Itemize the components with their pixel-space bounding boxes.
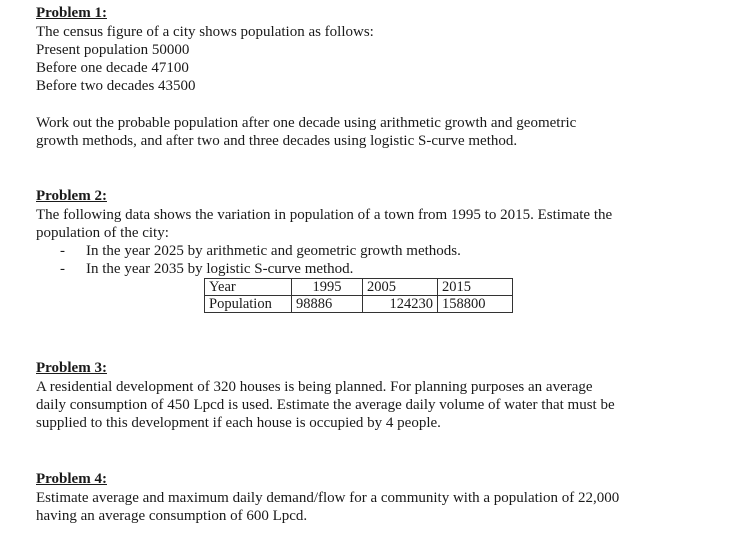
bullet-item xyxy=(36,260,681,278)
problem-2-bullet-list xyxy=(36,242,681,278)
problem-3-line-1: A residential development of 320 houses is being planned. For planning purposes an average xyxy=(36,379,593,395)
problem-1-intro: The census figure of a city shows population as follows: xyxy=(36,24,374,40)
problem-4-heading: Problem 4: xyxy=(36,471,107,487)
table-cell: 124230 xyxy=(363,296,438,313)
problem-1-present-population: Present population 50000 xyxy=(36,42,190,58)
problem-1-two-decades-before: Before two decades 43500 xyxy=(36,78,196,94)
population-table xyxy=(204,278,513,313)
problem-2-heading: Problem 2: xyxy=(36,188,107,204)
table-cell: 2005 xyxy=(363,279,438,296)
table-row xyxy=(205,279,513,296)
table-row xyxy=(205,296,513,313)
table-cell: 98886 xyxy=(292,296,363,313)
table-cell: 2015 xyxy=(438,279,513,296)
problem-1 xyxy=(36,4,681,150)
problem-3-line-2: daily consumption of 450 Lpcd is used. Estimate the average daily volume of water that must be xyxy=(36,397,615,413)
problem-4-line-1: Estimate average and maximum daily demand/flow for a community with a population of 22,000 xyxy=(36,490,620,506)
problem-2-line-1: The following data shows the variation in population of a town from 1995 to 2015. Estimate the xyxy=(36,207,613,223)
bullet-text: In the year 2025 by arithmetic and geometric growth methods. xyxy=(86,243,461,259)
problem-1-task-line-2: growth methods, and after two and three decades using logistic S-curve method. xyxy=(36,133,518,149)
problem-2 xyxy=(36,187,681,313)
bullet-text: In the year 2035 by logistic S-curve method. xyxy=(86,261,354,277)
table-cell: Year xyxy=(205,279,292,296)
problem-1-task-line-1: Work out the probable population after one decade using arithmetic growth and geometric xyxy=(36,115,577,131)
problem-2-line-2: population of the city: xyxy=(36,225,169,241)
problem-3-heading: Problem 3: xyxy=(36,360,107,376)
table-cell: 158800 xyxy=(438,296,513,313)
problem-1-one-decade-before: Before one decade 47100 xyxy=(36,60,189,76)
table-cell: Population xyxy=(205,296,292,313)
table-cell: 1995 xyxy=(292,279,363,296)
problem-4-line-2: having an average consumption of 600 Lpcd. xyxy=(36,508,308,524)
problem-3-line-3: supplied to this development if each house is occupied by 4 people. xyxy=(36,415,441,431)
bullet-item xyxy=(36,242,681,260)
problem-3 xyxy=(36,359,681,432)
bullet-dash: - xyxy=(60,243,65,259)
problem-1-heading: Problem 1: xyxy=(36,5,107,21)
bullet-dash: - xyxy=(60,261,65,277)
problem-4 xyxy=(36,470,681,525)
